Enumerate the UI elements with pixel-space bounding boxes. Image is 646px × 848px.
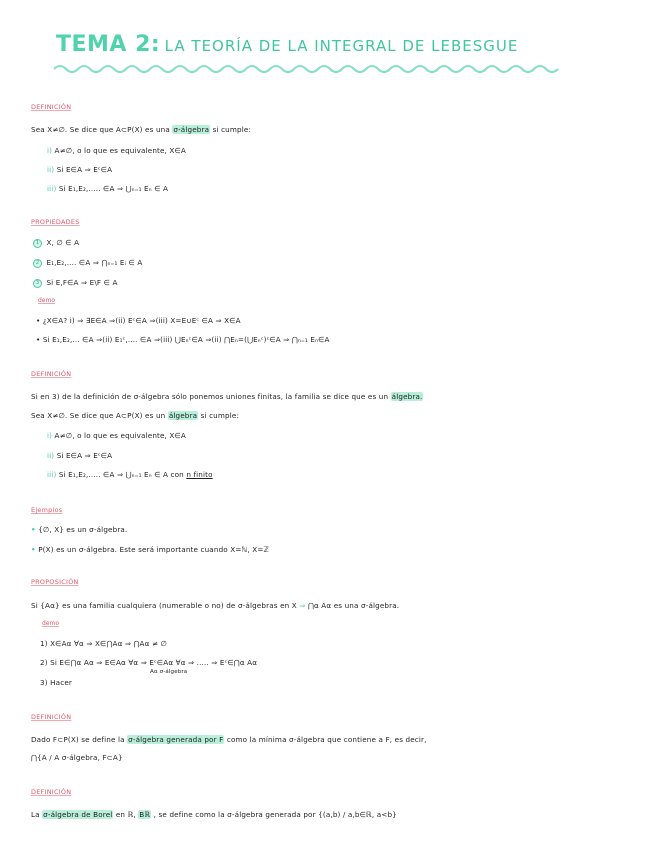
def1-item-iii [47,184,168,193]
def2-intro-b: si cumple: [200,411,240,420]
bullet-icon: • [31,545,36,554]
def2-item-ii [47,451,112,460]
def1-intro-a: Sea X≠∅. Se dice que A⊂P(X) es una [31,125,170,134]
number-badge: 1 [33,239,42,248]
title-main: TEMA 2: [56,32,161,57]
page-title [56,32,518,57]
section-heading-proposicion: PROPOSICIÓN [31,578,79,586]
def4-text-b: en ℝ, [115,810,136,819]
prop-demo-line-2: 2) Si E∈⋂α Aα ⇒ E∈Aα ∀α ⇒ Eᶜ∈Aα ∀α ⇒ ..... ⇒ Eᶜ∈⋂α Aα [40,658,258,667]
def2-item-i [47,431,186,440]
def2-line-1 [31,392,423,401]
def1-item-ii [47,165,112,174]
def4-text-c: , se define como la σ-álgebra generada por {(a,b) / a,b∈ℝ, a<b} [153,810,397,819]
def4-highlight-br: Bℝ [139,810,151,819]
props-demo-line-2: • Si E₁,E₂,... ∈A ⇒(ii) E₁ᶜ,.... ∈A ⇒(iii) ⋃Eₙᶜ∈A ⇒(ii) ⋂Eₙ=(⋃Eₙᶜ)ᶜ∈A ⇒ ⋂ₙ₌₁ Eₙ∈A [36,335,330,344]
def4-line [31,810,397,819]
def1-item-i [47,146,186,155]
prop-item-2 [33,258,142,268]
section-heading-ejemplos: Ejemplos [31,506,63,514]
def1-item-iii-text: Si E₁,E₂,..... ∈A ⇒ ⋃ₙ₌₁ Eₙ ∈ A [58,184,169,193]
ejemplo-2-text: P(X) es un σ-álgebra. Este será importante cuando X=ℕ, X=ℤ [38,545,270,554]
prop-demo-line-2-subscript: Aα σ-álgebra [150,669,188,675]
prop-item-3-text: Si E,F∈A ⇒ E\F ∈ A [46,278,118,287]
def2-line-1-text: Si en 3) de la definición de σ-álgebra sólo ponemos uniones finitas, la familia se dice que es un [31,392,389,401]
proposicion-text-b: ⋂α Aα es una σ-álgebra. [307,601,400,610]
def3-line-2: ⋂{A / A σ-álgebra, F⊂A} [31,753,123,762]
def2-highlight-algebra-2: álgebra [168,411,198,420]
def3-text-b: como la mínima σ-álgebra que contiene a F, es decir, [226,735,427,744]
props-demo-line-1: • ¿X∈A? i) ⇒ ∃E∈A ⇒(ii) Eᶜ∈A ⇒(iii) X=E∪Eᶜ ∈A ⇒ X∈A [36,316,241,325]
number-badge: 2 [33,259,42,268]
def3-text-a: Dado F⊂P(X) se define la [31,735,125,744]
prop-demo-line-3: 3) Hacer [40,678,72,687]
def3-line-1 [31,735,427,744]
prop-demo-line-1: 1) X∈Aα ∀α ⇒ X∈⋂Aα ⇒ ⋂Aα ≠ ∅ [40,639,167,648]
demo-label: demo [38,297,56,304]
implies-arrow-icon: ⇒ [299,601,306,610]
def2-item-ii-text: Si E∈A ⇒ Eᶜ∈A [56,451,113,460]
def2-item-i-text: A≠∅, o lo que es equivalente, X∈A [54,431,186,440]
section-heading-definicion-1: DEFINICIÓN [31,103,72,111]
def1-highlight-sigma-algebra: σ-álgebra [173,125,210,134]
proposicion-text-a: Si {Aα} es una familia cualquiera (numerable o no) de σ-álgebras en X [31,601,297,610]
def3-highlight-generada: σ-álgebra generada por F [128,735,224,744]
def4-highlight-borel: σ-álgebra de Borel [43,810,113,819]
roman-numeral: i) [47,431,53,440]
title-rest: LA TEORÍA DE LA INTEGRAL DE LEBESGUE [164,37,519,55]
section-heading-definicion-3: DEFINICIÓN [31,713,72,721]
ejemplo-2 [31,545,269,554]
ejemplo-1-text: {∅, X} es un σ-álgebra. [38,525,128,534]
prop-item-3 [33,278,118,288]
roman-numeral: iii) [47,470,57,479]
prop-item-2-text: E₁,E₂,.... ∈A ⇒ ⋂ₙ₌₁ Eᵢ ∈ A [46,258,143,267]
section-heading-propiedades: PROPIEDADES [31,218,80,226]
def2-item-iii [47,470,213,479]
def2-intro [31,411,239,420]
def2-highlight-algebra: álgebra. [391,392,423,401]
prop-item-1-text: X, ∅ ∈ A [46,238,80,247]
def4-text-a: La [31,810,40,819]
def1-intro [31,125,251,134]
wavy-underline [52,63,572,75]
section-heading-definicion-2: DEFINICIÓN [31,370,72,378]
number-badge: 3 [33,279,42,288]
ejemplo-1 [31,525,127,534]
def2-intro-a: Sea X≠∅. Se dice que A⊂P(X) es un [31,411,166,420]
def1-item-i-text: A≠∅, o lo que es equivalente, X∈A [54,146,186,155]
def2-underline-n-finito: n finito [186,470,213,479]
roman-numeral: iii) [47,184,57,193]
proposicion-statement [31,601,399,610]
prop-item-1 [33,238,79,248]
def1-intro-b: si cumple: [212,125,252,134]
section-heading-definicion-4: DEFINICIÓN [31,788,72,796]
roman-numeral: i) [47,146,53,155]
def1-item-ii-text: Si E∈A ⇒ Eᶜ∈A [56,165,113,174]
roman-numeral: ii) [47,451,55,460]
def2-item-iii-text: Si E₁,E₂,..... ∈A ⇒ ⋃ₙ₌₁ Eₙ ∈ A con [58,470,184,479]
demo-label: demo [42,620,60,627]
roman-numeral: ii) [47,165,55,174]
bullet-icon: • [31,525,36,534]
